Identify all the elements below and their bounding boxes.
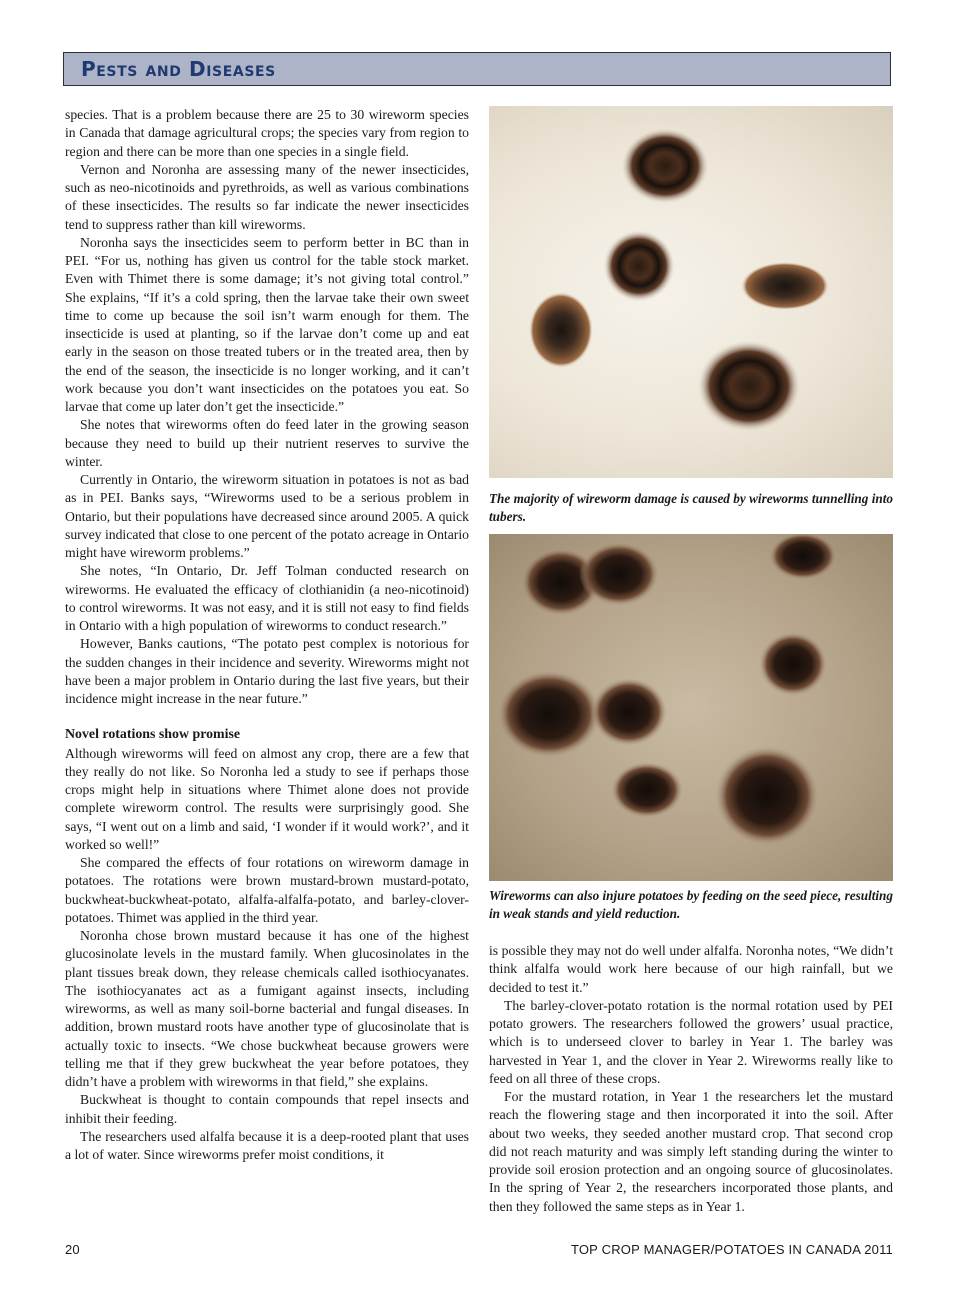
wireworm-tunnel-photo — [489, 106, 893, 478]
paragraph: is possible they may not do well under alfalfa. Noronha notes, “We didn’t think alfalfa would work here because of our high rainfall, but we decided to test it.” — [489, 943, 893, 995]
left-column — [65, 106, 469, 1164]
paragraph: Noronha says the insecticides seem to perform better in BC than in PEI. “For us, nothing has given us control for the table stock market. Even with Thimet there is some damage; it’s not giving total control.” She explains, “If it’s a cold spring, then the larvae take their own sweet time to come up because the soil isn’t warm enough for them. The insecticide is used at planting, so if the larvae don’t come up and eat early in the season on those treated tubers or in the treated area, then by the end of the season, the insecticide is no longer working, and it can’t work because you don’t want insecticides on the potatoes you eat. So larvae that come up later don’t get the insecticide.” — [65, 234, 469, 414]
publication-footer: TOP CROP MANAGER/POTATOES IN CANADA 2011 — [570, 1242, 893, 1257]
paragraph: Noronha chose brown mustard because it has one of the highest glucosinolate levels in the mustard family. When glucosinolates in the plant tissues break down, they release chemicals called isothiocyanates. The isothiocyanates act as a fumigant against insects, including wireworms, as well as many soil-borne bacterial and fungal diseases. In addition, brown mustard roots have another type of glucosinolate that is actually toxic to insects. “We chose buckwheat because growers were telling me that if they grew buckwheat the year before potatoes, they didn’t have a problem with wireworms in that field,” she explains. — [65, 928, 469, 1089]
subheading: Novel rotations show promise — [65, 727, 241, 743]
section-header — [63, 52, 891, 86]
section-title: Pests and Diseases — [81, 57, 276, 81]
paragraph: She compared the effects of four rotations on wireworm damage in potatoes. The rotations were brown mustard-brown mustard-potato, buckwheat-buckwheat-potato, alfalfa-alfalfa-potato, and barley-clover-potatoes. Thimet was applied in the third year. — [65, 855, 469, 925]
seed-piece-damage-photo — [489, 534, 893, 881]
paragraph: She notes, “In Ontario, Dr. Jeff Tolman conducted research on wireworms. He evaluated the efficacy of clothianidin (a neo-nicotinoid) to control wireworms. It was not easy, and it is still not easy to find fields in Ontario with a high population of wireworms to conduct research.” — [65, 563, 469, 633]
figure-caption: Wireworms can also injure potatoes by feeding on the seed piece, resulting in weak stands and yield reduction. — [489, 888, 893, 921]
paragraph: For the mustard rotation, in Year 1 the researchers let the mustard reach the flowering stage and then incorporated it into the soil. After about two weeks, they seeded another mustard crop. That second crop did not reach maturity and was simply left standing during the winter to provide soil erosion protection and an ongoing source of glucosinolates. In the spring of Year 2, the researchers incorporated those plants, and then they followed the same steps as in Year 1. — [489, 1089, 893, 1214]
page-number: 20 — [65, 1242, 80, 1257]
paragraph: Currently in Ontario, the wireworm situation in potatoes is not as bad as in PEI. Banks says, “Wireworms used to be a serious problem in Ontario, but their populations have decreased since around 2005. A quick survey indicated that close to one percent of the potato acreage in Ontario might have wireworm problems.” — [65, 472, 469, 560]
paragraph: The researchers used alfalfa because it is a deep-rooted plant that uses a lot of water. Since wireworms prefer moist conditions, it — [65, 1128, 469, 1162]
tuber-holes-illustration — [489, 106, 893, 478]
figure-caption: The majority of wireworm damage is caused by wireworms tunnelling into tubers. — [489, 491, 893, 524]
seed-piece-holes-illustration — [489, 534, 893, 881]
paragraph: Buckwheat is thought to contain compounds that repel insects and inhibit their feeding. — [65, 1092, 469, 1126]
paragraph: Although wireworms will feed on almost any crop, there are a few that they really do not like. So Noronha led a study to see if perhaps those crops might help in situations where Thimet alone does not provide complete wireworm control. The results were surprisingly good. She says, “I went out on a limb and said, ‘I wonder if it would work?’, and it worked so well!” — [65, 745, 469, 852]
right-column — [489, 942, 893, 1216]
paragraph: However, Banks cautions, “The potato pest complex is notorious for the sudden changes in their incidence and severity. Wireworms might not have been a major problem in Ontario during the last five years, but their incidence might increase in the near future.” — [65, 636, 469, 706]
paragraph: The barley-clover-potato rotation is the normal rotation used by PEI potato growers. The researchers followed the growers’ usual practice, which is to underseed clover to barley in Year 1. The barley was harvested in Year 1, and the clover in Year 2. Wireworms really like to feed on all three of these crops. — [489, 997, 893, 1086]
paragraph: species. That is a problem because there are 25 to 30 wireworm species in Canada that damage agricultural crops; the species vary from region to region and there can be more than one species in a single field. — [65, 107, 469, 159]
paragraph: She notes that wireworms often do feed later in the growing season because they need to build up their nutrient reserves to survive the winter. — [65, 417, 469, 469]
paragraph: Vernon and Noronha are assessing many of the newer insecticides, such as neo-nicotinoids and pyrethroids, as well as various combinations of these insecticides. The results so far indicate the newer insecticides tend to suppress rather than kill wireworms. — [65, 161, 469, 232]
